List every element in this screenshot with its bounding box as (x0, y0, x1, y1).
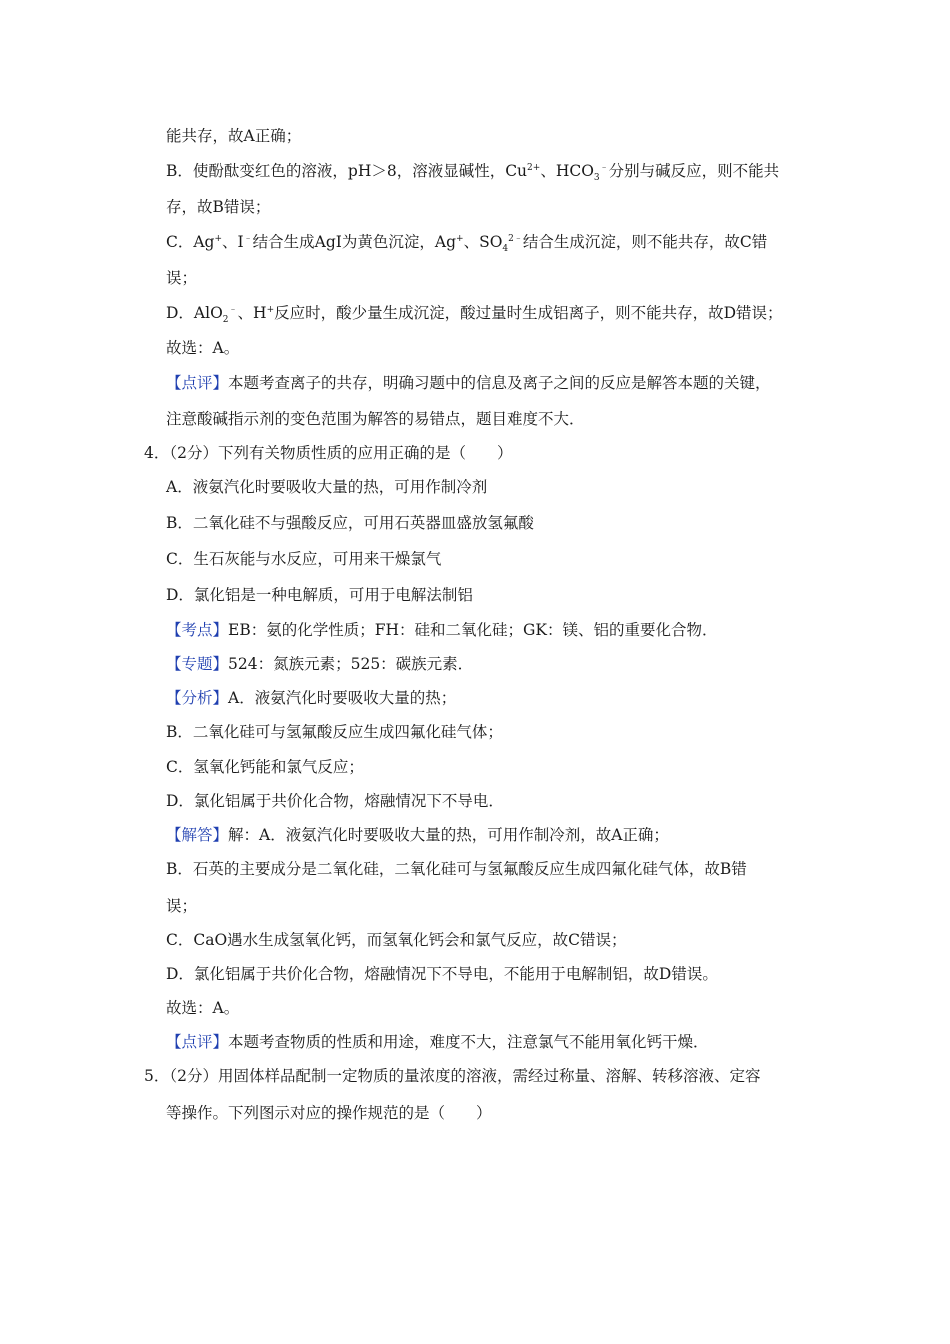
subscript: 3 (593, 173, 600, 184)
option-c: C．生石灰能与水反应，可用来干燥氯气 (166, 550, 442, 568)
text-run: 结合生成AgI为黄色沉淀，Ag (252, 233, 457, 251)
option-b: B．二氧化硅不与强酸反应，可用石英器皿盛放氢氟酸 (166, 514, 534, 532)
text-run: D．AlO (166, 304, 223, 322)
option-d-explanation (166, 303, 783, 326)
kaodian-line (166, 620, 717, 640)
text-line: 注意酸碱指示剂的变色范围为解答的易错点，题目难度不大． (166, 410, 585, 428)
jieda-text: 解：A．液氨汽化时要吸收大量的热，可用作制冷剂，故A正确； (228, 826, 669, 844)
subscript: 2 (222, 315, 229, 326)
zhuanti-tag: 【专题】 (166, 655, 229, 673)
comment-tag: 【点评】 (166, 374, 229, 392)
text-run: 、SO (463, 233, 503, 251)
question-text: （2分）用固体样品配制一定物质的量浓度的溶液，需经过称量、溶解、转移溶液、定容 (169, 1067, 761, 1085)
question-number: 5． (144, 1067, 170, 1085)
fenxi-line (166, 688, 456, 708)
dianping-tag: 【点评】 (166, 1033, 229, 1051)
kaodian-tag: 【考点】 (166, 621, 229, 639)
text-run: 结合生成沉淀，则不能共存，故C错 (522, 233, 768, 251)
fenxi-tag: 【分析】 (166, 689, 229, 707)
subscript: 4 (502, 244, 509, 255)
text-line: 等操作。下列图示对应的操作规范的是（ ） (166, 1104, 492, 1122)
text-run: B．使酚酞变红色的溶液，pH＞8，溶液显碱性，Cu (166, 162, 528, 180)
text-line: 存，故B错误； (166, 198, 271, 216)
jieda-line (166, 825, 669, 845)
answer-select: 故选：A。 (166, 339, 240, 357)
question-number: 4． (144, 444, 170, 462)
text-run: 分别与碱反应，则不能共 (608, 162, 780, 180)
option-d: D．氯化铝是一种电解质，可用于电解法制铝 (166, 586, 473, 604)
kaodian-text: EB：氨的化学性质；FH：硅和二氧化硅；GK：镁、铝的重要化合物． (228, 621, 718, 639)
superscript: 2﹣ (508, 233, 523, 244)
option-c-explanation (166, 232, 768, 255)
zhuanti-text: 524：氮族元素；525：碳族元素． (228, 655, 474, 673)
text-line: B．二氧化硅可与氢氟酸反应生成四氟化硅气体； (166, 723, 503, 741)
question-text: （2分）下列有关物质性质的应用正确的是（ ） (169, 444, 513, 462)
text-line: C．CaO遇水生成氢氧化钙，而氢氧化钙会和氯气反应，故C错误； (166, 931, 627, 949)
fenxi-text: A．液氨汽化时要吸收大量的热； (228, 689, 457, 707)
answer-select: 故选：A。 (166, 999, 240, 1017)
text-line: D．氯化铝属于共价化合物，熔融情况下不导电． (166, 792, 504, 810)
text-line: 能共存，故A正确； (166, 127, 302, 145)
question-4-stem (144, 443, 513, 463)
comment-line (166, 373, 771, 393)
zhuanti-line (166, 654, 473, 674)
text-run: 、I (222, 233, 244, 251)
question-5-stem (144, 1066, 761, 1086)
superscript: ﹣ (243, 233, 253, 244)
option-b-explanation (166, 161, 780, 184)
text-run: C．Ag (166, 233, 215, 251)
text-line: B．石英的主要成分是二氧化硅，二氧化硅可与氢氟酸反应生成四氟化硅气体，故B错 (166, 860, 747, 878)
text-line: 误； (166, 269, 198, 287)
superscript: + (266, 304, 275, 315)
text-line: D．氯化铝属于共价化合物，熔融情况下不导电，不能用于电解制铝，故D错误。 (166, 965, 718, 983)
superscript: ﹣ (599, 162, 609, 173)
text-run: 反应时，酸少量生成沉淀，酸过量时生成铝离子，则不能共存，故D错误； (274, 304, 783, 322)
superscript: 2+ (527, 162, 541, 173)
comment-text: 本题考查离子的共存，明确习题中的信息及离子之间的反应是解答本题的关键， (228, 374, 771, 392)
text-line: C．氢氧化钙能和氯气反应； (166, 758, 364, 776)
text-run: 、HCO (540, 162, 594, 180)
text-line: 误； (166, 897, 198, 915)
text-run: 、H (237, 304, 267, 322)
option-a: A．液氨汽化时要吸收大量的热，可用作制冷剂 (166, 478, 488, 496)
superscript: + (214, 233, 223, 244)
superscript: + (456, 233, 464, 244)
superscript: ﹣ (228, 304, 238, 315)
dianping-line (166, 1032, 709, 1052)
dianping-text: 本题考查物质的性质和用途，难度不大，注意氯气不能用氧化钙干燥． (228, 1033, 709, 1051)
jieda-tag: 【解答】 (166, 826, 229, 844)
